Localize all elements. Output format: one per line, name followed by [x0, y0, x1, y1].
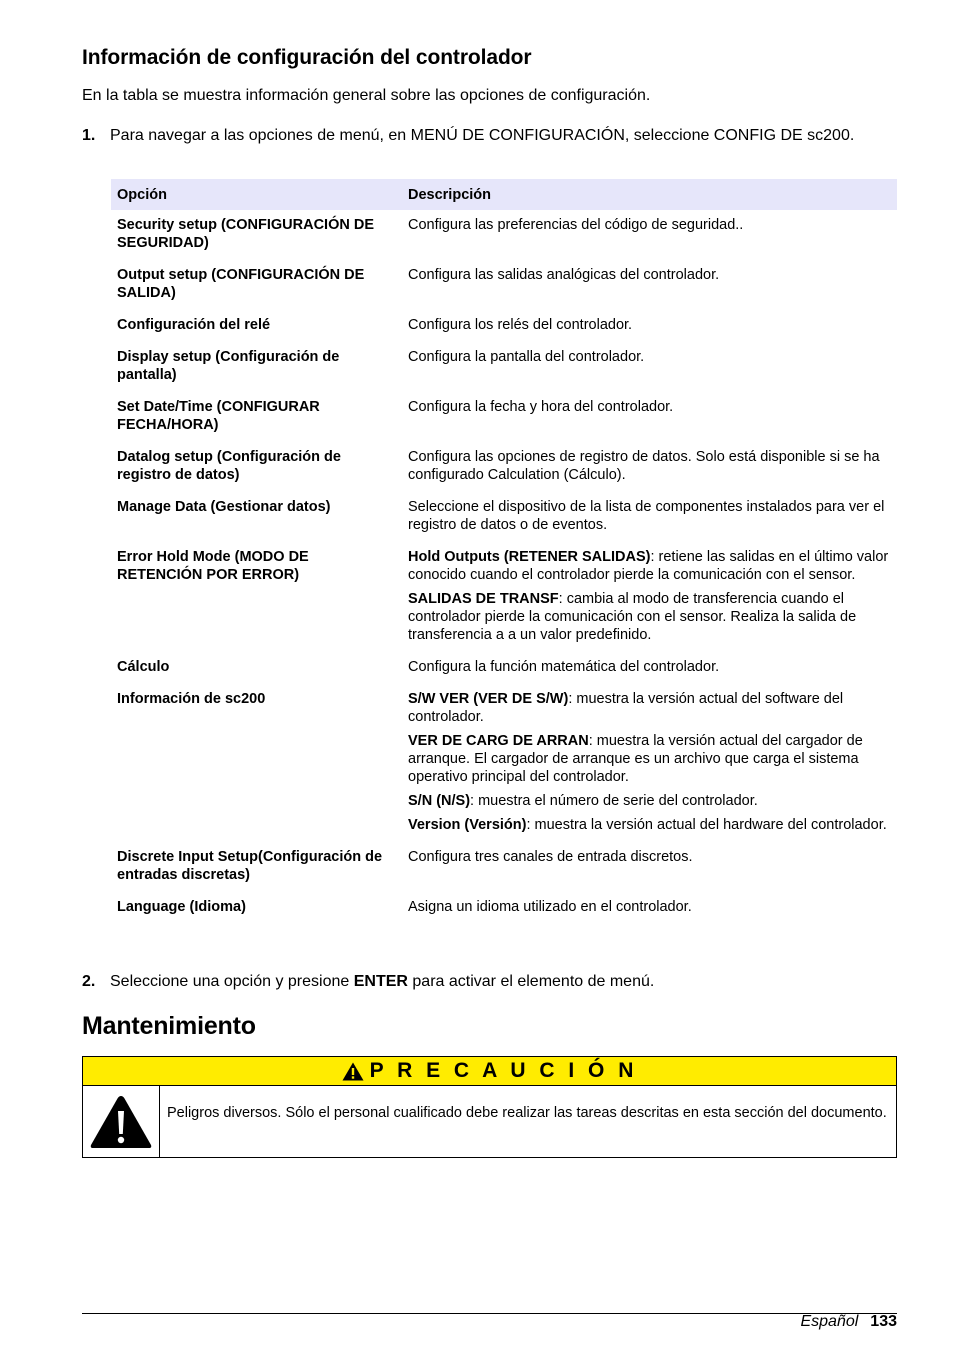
description-text: Configura las preferencias del código de seguridad.. — [408, 217, 744, 233]
table-row — [111, 684, 897, 842]
page-footer — [800, 1312, 897, 1332]
description-cell — [402, 492, 897, 542]
caution-header — [83, 1057, 896, 1086]
step-number: 2. — [82, 973, 96, 990]
option-cell: Discrete Input Setup(Configuración de entradas discretas) — [117, 849, 383, 883]
option-cell: Configuración del relé — [117, 317, 271, 333]
description-text: Configura la función matemática del controlador. — [408, 659, 720, 675]
table-row — [111, 442, 897, 492]
main-title: Mantenimiento — [82, 1012, 256, 1040]
description-text: Asigna un idioma utilizado en el controlador. — [408, 899, 692, 915]
table-row — [111, 892, 897, 924]
options-table — [111, 179, 897, 924]
description-text: : muestra la versión actual del hardware del controlador. — [526, 817, 887, 833]
description-term: VER DE CARG DE ARRAN — [408, 733, 589, 749]
option-cell: Error Hold Mode (MODO DE RETENCIÓN POR ERROR) — [117, 549, 309, 583]
description-cell — [402, 342, 897, 392]
description-term: Hold Outputs (RETENER SALIDAS) — [408, 549, 651, 565]
step-text-pre: Seleccione una opción y presione — [110, 973, 354, 990]
option-cell: Language (Idioma) — [117, 899, 246, 915]
description-text: : muestra la versión actual del cargador de arranque. El cargador de arranque es un archivo que carga el sistema operativo principal del controlador. — [408, 733, 863, 785]
description-paragraph — [408, 448, 891, 484]
warning-triangle-icon — [342, 1062, 364, 1081]
column-header-option: Opción — [111, 179, 402, 210]
column-header-description: Descripción — [402, 179, 897, 210]
description-cell — [402, 442, 897, 492]
table-header-row — [111, 179, 897, 210]
section-title: Información de configuración del controlador — [82, 46, 532, 69]
description-text: Configura los relés del controlador. — [408, 317, 633, 333]
option-cell: Cálculo — [117, 659, 170, 675]
description-cell — [402, 892, 897, 924]
description-paragraph — [408, 216, 891, 234]
step-text-post: para activar el elemento de menú. — [407, 973, 655, 990]
description-paragraph — [408, 590, 891, 644]
description-text: Configura las opciones de registro de datos. Solo está disponible si se ha configurado Calculation (Cálculo). — [408, 449, 880, 483]
description-paragraph — [408, 548, 891, 584]
description-paragraph — [408, 898, 891, 916]
description-paragraph — [408, 848, 891, 866]
step-number: 1. — [82, 127, 96, 144]
description-text: Configura tres canales de entrada discretos. — [408, 849, 693, 865]
description-term: S/N (N/S) — [408, 793, 471, 809]
description-cell — [402, 210, 897, 260]
description-cell — [402, 310, 897, 342]
description-paragraph — [408, 690, 891, 726]
description-text: Configura la fecha y hora del controlador. — [408, 399, 674, 415]
description-cell — [402, 260, 897, 310]
description-cell — [402, 542, 897, 652]
option-cell: Output setup (CONFIGURACIÓN DE SALIDA) — [117, 267, 365, 301]
page-number: 133 — [870, 1313, 897, 1330]
description-paragraph — [408, 316, 891, 334]
description-text: Configura las salidas analógicas del controlador. — [408, 267, 720, 283]
description-paragraph — [408, 348, 891, 366]
option-cell: Security setup (CONFIGURACIÓN DE SEGURIDAD) — [117, 217, 374, 251]
description-text: : muestra la versión actual del software del controlador. — [408, 691, 844, 725]
description-text: : muestra el número de serie del controlador. — [470, 793, 758, 809]
description-text: : retiene las salidas en el último valor conocido cuando el controlador pierde la comunicación con el sensor. — [408, 549, 889, 583]
option-cell: Información de sc200 — [117, 691, 266, 707]
table-row — [111, 652, 897, 684]
description-paragraph — [408, 732, 891, 786]
description-paragraph — [408, 398, 891, 416]
caution-icon-cell — [83, 1086, 160, 1157]
description-term: Version (Versión) — [408, 817, 527, 833]
description-text: Configura la pantalla del controlador. — [408, 349, 645, 365]
intro-paragraph: En la tabla se muestra información general sobre las opciones de configuración. — [82, 87, 651, 104]
table-row — [111, 842, 897, 892]
option-cell: Set Date/Time (CONFIGURAR FECHA/HORA) — [117, 399, 320, 433]
table-row — [111, 260, 897, 310]
description-text: Seleccione el dispositivo de la lista de componentes instalados para ver el registro de datos o de eventos. — [408, 499, 885, 533]
description-text: : cambia al modo de transferencia cuando el controlador pierde la comunicación con el sensor. Realiza la salida de transferencia a a un valor predefinido. — [408, 591, 857, 643]
warning-exclamation-icon — [89, 1094, 153, 1150]
description-paragraph — [408, 816, 891, 834]
description-cell — [402, 652, 897, 684]
description-term: S/W VER (VER DE S/W) — [408, 691, 569, 707]
table-row — [111, 310, 897, 342]
caution-text: Peligros diversos. Sólo el personal cualificado debe realizar las tareas descritas en esta sección del documento. — [167, 1105, 887, 1121]
description-paragraph — [408, 498, 891, 534]
table-row — [111, 542, 897, 652]
description-cell — [402, 392, 897, 442]
footer-language: Español — [800, 1313, 859, 1330]
description-paragraph — [408, 658, 891, 676]
description-paragraph — [408, 266, 891, 284]
table-row — [111, 210, 897, 260]
option-cell: Display setup (Configuración de pantalla) — [117, 349, 340, 383]
step-text — [110, 972, 877, 992]
option-cell: Manage Data (Gestionar datos) — [117, 499, 331, 515]
description-paragraph — [408, 792, 891, 810]
caution-box — [82, 1056, 897, 1158]
footer-rule — [82, 1313, 897, 1314]
step-text: Para navegar a las opciones de menú, en MENÚ DE CONFIGURACIÓN, seleccione CONFIG DE sc200. — [110, 127, 855, 144]
caution-label: P R E C A U C I Ó N — [369, 1059, 638, 1082]
step-key-enter: ENTER — [353, 973, 408, 990]
description-cell — [402, 842, 897, 892]
description-term: SALIDAS DE TRANSF — [408, 591, 559, 607]
table-row — [111, 392, 897, 442]
caution-body — [83, 1086, 896, 1157]
table-row — [111, 342, 897, 392]
table-row — [111, 492, 897, 542]
description-cell — [402, 684, 897, 842]
option-cell: Datalog setup (Configuración de registro de datos) — [117, 449, 341, 483]
